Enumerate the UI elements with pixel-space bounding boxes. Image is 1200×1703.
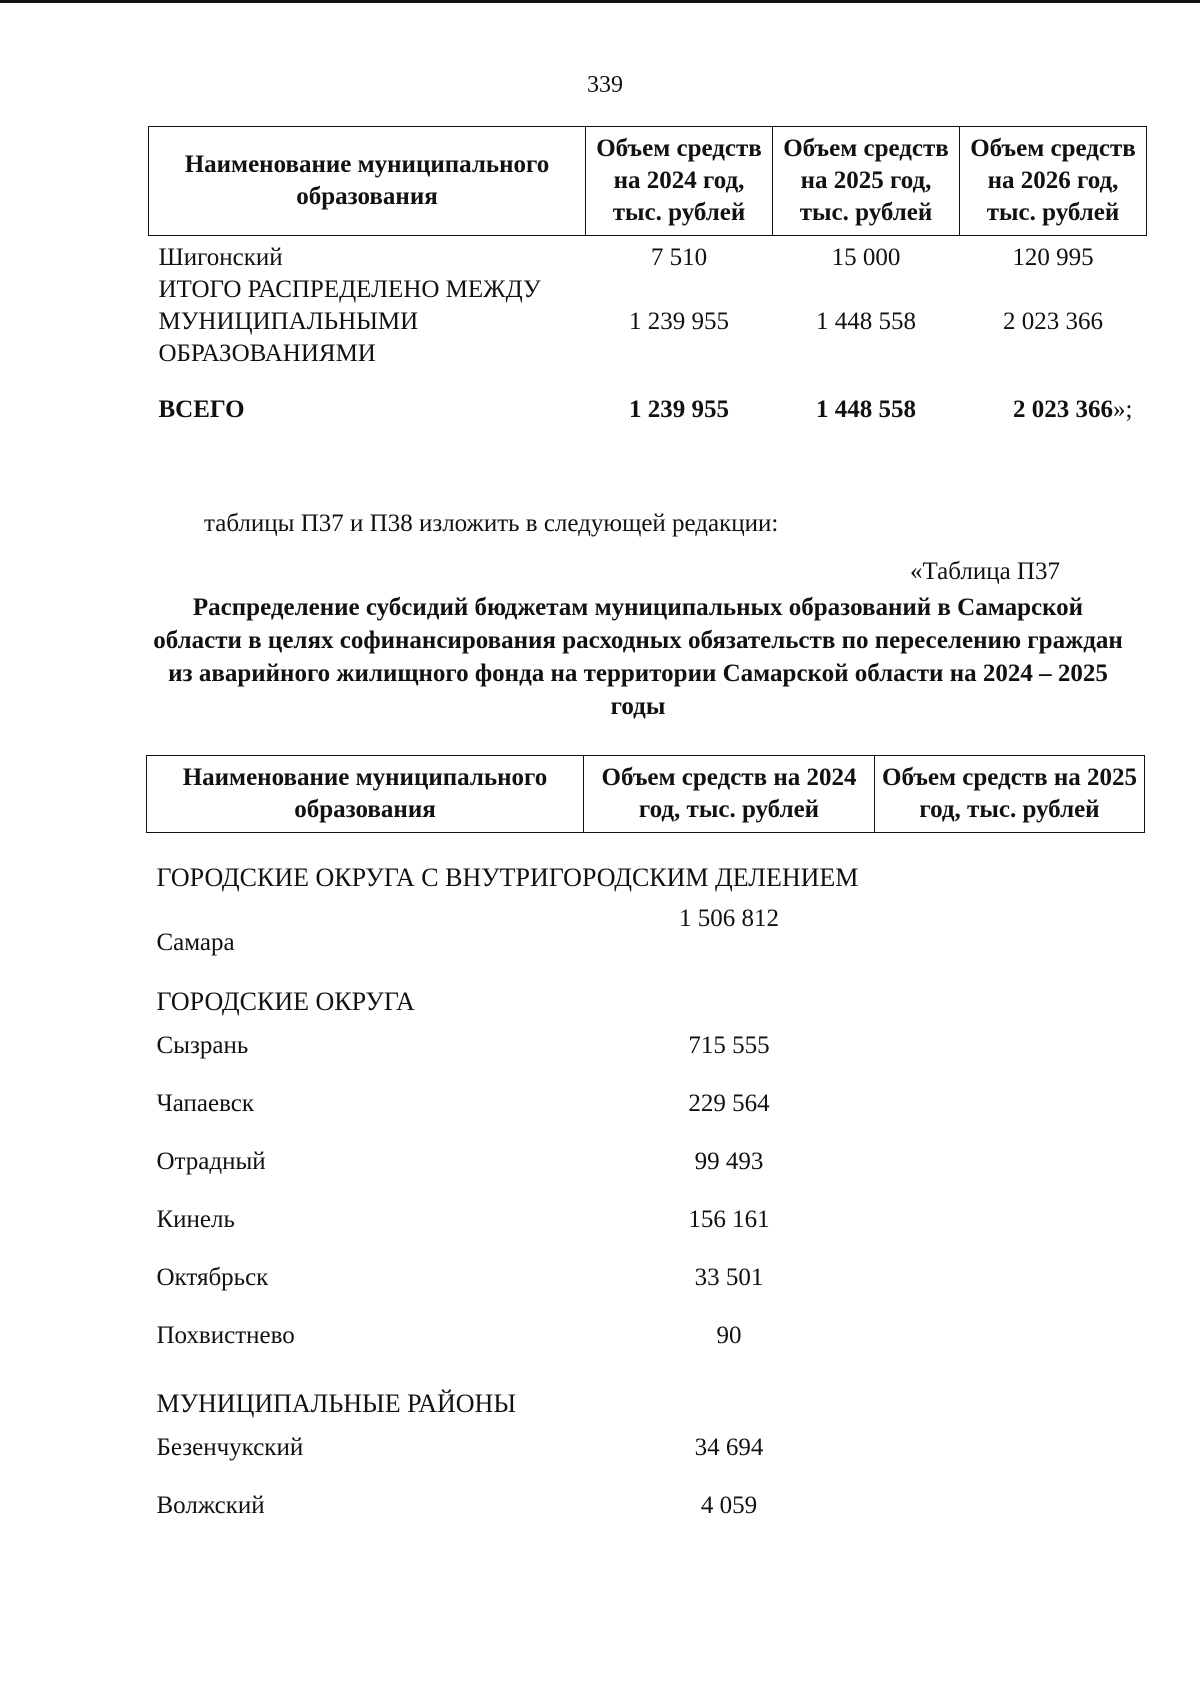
row-name: Кинель [156,1206,235,1233]
section-heading-row [147,833,1145,894]
intro-text: таблицы П37 и П38 изложить в следующей редакции: [204,510,779,537]
row-name: Похвистнево [156,1322,295,1349]
table-2 [146,755,1145,1535]
table-2-title: Распределение субсидий бюджетам муниципальных образований в Самарской области в целях софинансирования расходных обязательств по переселению граждан из аварийного жилищного фонда на территории Самарской области на 2024 – 2025 годы [153,594,1123,720]
top-border-line [0,0,1200,3]
row-value-2025 [875,1307,1145,1365]
row-value-2024: 90 [716,1322,742,1349]
row-value-2025 [875,893,1145,963]
section-title: МУНИЦИПАЛЬНЫЕ РАЙОНЫ [156,1389,516,1418]
t1-header-name: Наименование муниципального образования [149,127,586,236]
total-value-2024: 1 239 955 [629,396,729,423]
row-name: Сызрань [156,1032,249,1059]
row-value-2025: 15 000 [831,244,901,271]
row-value-2024: 33 501 [694,1264,764,1291]
row-value-2024: 156 161 [688,1206,770,1233]
closing-quote-suffix: »; [1113,396,1133,423]
row-value-2024: 715 555 [688,1032,770,1059]
row-value-2025 [875,1191,1145,1249]
row-name: Волжский [156,1492,265,1519]
row-value-2024: 99 493 [694,1148,764,1175]
table-row [149,236,1147,275]
section-title: ГОРОДСКИЕ ОКРУГА С ВНУТРИГОРОДСКИМ ДЕЛЕНИЕМ [156,863,859,892]
t2-header-2025: Объем средств на 2025 год, тыс. рублей [875,756,1145,833]
row-value-2026: 2 023 366 [1003,308,1103,335]
total-value-2025: 1 448 558 [816,396,916,423]
row-value-2025 [875,1017,1145,1075]
table-row [147,1133,1145,1191]
row-value-2024: 229 564 [688,1090,770,1117]
row-name: Отрадный [156,1148,266,1175]
row-name: ИТОГО РАСПРЕДЕЛЕНО МЕЖДУ МУНИЦИПАЛЬНЫМИ ОБРАЗОВАНИЯМИ [158,276,541,367]
t1-header-2024: Объем средств на 2024 год, тыс. рублей [586,127,773,236]
row-value-2025 [875,1477,1145,1535]
table-row [147,1017,1145,1075]
table-row [147,893,1145,963]
row-name: Безенчукский [156,1434,304,1461]
row-name: Октябрьск [156,1264,269,1291]
row-value-2024: 34 694 [694,1434,764,1461]
total-label: ВСЕГО [158,396,245,423]
intro-paragraph [204,510,778,538]
row-value-2024: 7 510 [650,244,708,271]
section-heading-row [147,1365,1145,1419]
table-2-header-row [147,756,1145,833]
table-label: «Таблица П37 [910,558,1060,585]
row-value-2026: 120 995 [1012,244,1094,271]
table-1 [148,126,1147,426]
row-value-2025 [875,1249,1145,1307]
table-row [147,1307,1145,1365]
section-title: ГОРОДСКИЕ ОКРУГА [156,987,415,1016]
row-name: Шигонский [158,244,283,271]
total-row [149,370,1147,426]
t2-header-2024: Объем средств на 2024 год, тыс. рублей [584,756,875,833]
page-number: 339 [587,72,623,98]
table-1-header-row [149,127,1147,236]
table-row [147,1249,1145,1307]
table-row [147,1477,1145,1535]
total-value-2026: 2 023 366 [1013,396,1114,423]
row-value-2024: 1 239 955 [629,308,729,335]
row-value-2025 [875,1419,1145,1477]
total-value-2026-cell [960,370,1147,426]
table-row [147,1191,1145,1249]
table-row [149,274,1147,370]
row-value-2025 [875,1075,1145,1133]
row-value-2024: 4 059 [700,1492,758,1519]
row-value-2025 [875,1133,1145,1191]
section-heading-row [147,963,1145,1017]
row-name: Чапаевск [156,1090,254,1117]
t2-header-name: Наименование муниципального образования [147,756,584,833]
row-value-2025: 1 448 558 [816,308,916,335]
row-name: Самара [156,929,235,956]
t1-header-2025: Объем средств на 2025 год, тыс. рублей [773,127,960,236]
row-value-2024: 1 506 812 [679,905,779,932]
table-row [147,1075,1145,1133]
t1-header-2026: Объем средств на 2026 год, тыс. рублей [960,127,1147,236]
table-row [147,1419,1145,1477]
